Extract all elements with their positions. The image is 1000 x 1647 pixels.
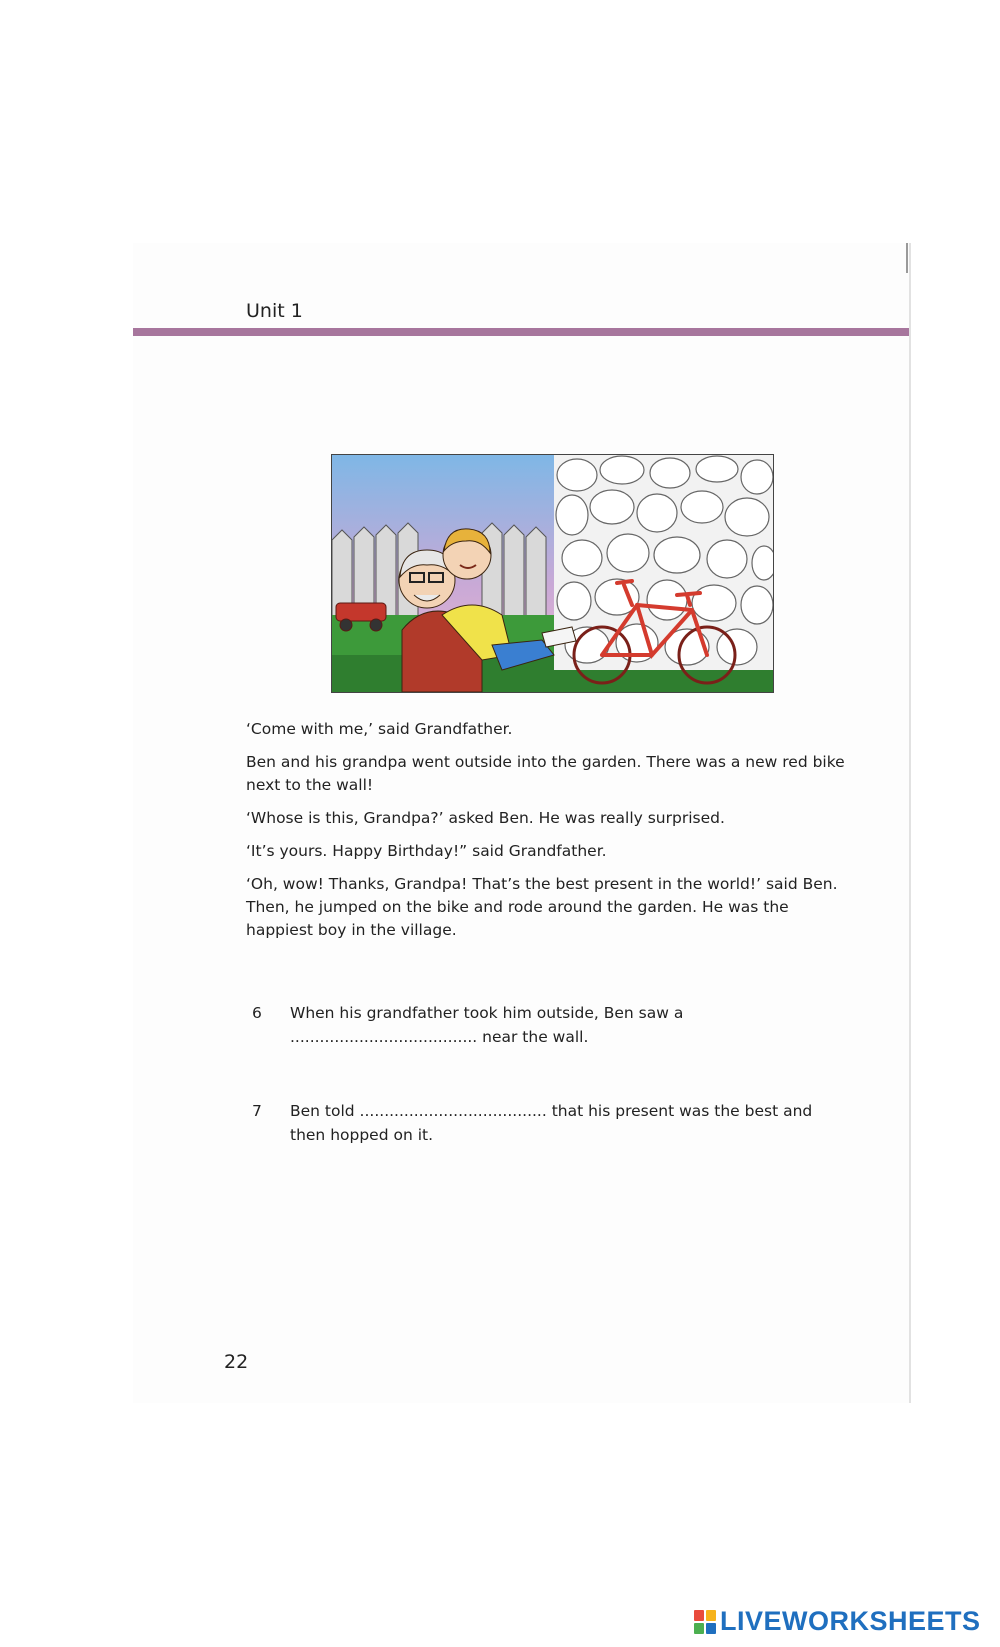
story-paragraph: Ben and his grandpa went outside into the garden. There was a new red bike next to the wall! — [246, 753, 845, 794]
story-text — [246, 718, 856, 952]
question-text[interactable]: Ben told ...................................... that his present was the best and then hopped on it. — [290, 1102, 813, 1144]
watermark-text: LIVEWORKSHEETS — [720, 1606, 981, 1636]
question-6 — [252, 1001, 852, 1049]
unit-title: Unit 1 — [246, 300, 303, 322]
question-text[interactable]: When his grandfather took him outside, Ben saw a ...................................... near the wall. — [290, 1004, 684, 1046]
page-edge-divider — [906, 243, 908, 273]
page-number: 22 — [224, 1351, 249, 1373]
story-paragraph: ‘Oh, wow! Thanks, Grandpa! That’s the best present in the world!’ said Ben. Then, he jumped on the bike and rode around the garden. He was the happiest boy in the village. — [246, 875, 838, 939]
liveworksheets-logo-icon — [694, 1610, 716, 1634]
question-number: 7 — [252, 1102, 262, 1120]
story-paragraph: ‘Come with me,’ said Grandfather. — [246, 720, 513, 738]
question-7 — [252, 1099, 852, 1147]
question-number: 6 — [252, 1004, 262, 1022]
story-paragraph: ‘Whose is this, Grandpa?’ asked Ben. He was really surprised. — [246, 809, 725, 827]
grandpa-hugging-boy-with-red-bike-icon — [332, 455, 773, 692]
liveworksheets-watermark — [694, 1606, 981, 1637]
unit-header-bar — [133, 328, 909, 336]
story-illustration — [331, 454, 774, 693]
story-paragraph: ‘It’s yours. Happy Birthday!” said Grandfather. — [246, 842, 607, 860]
